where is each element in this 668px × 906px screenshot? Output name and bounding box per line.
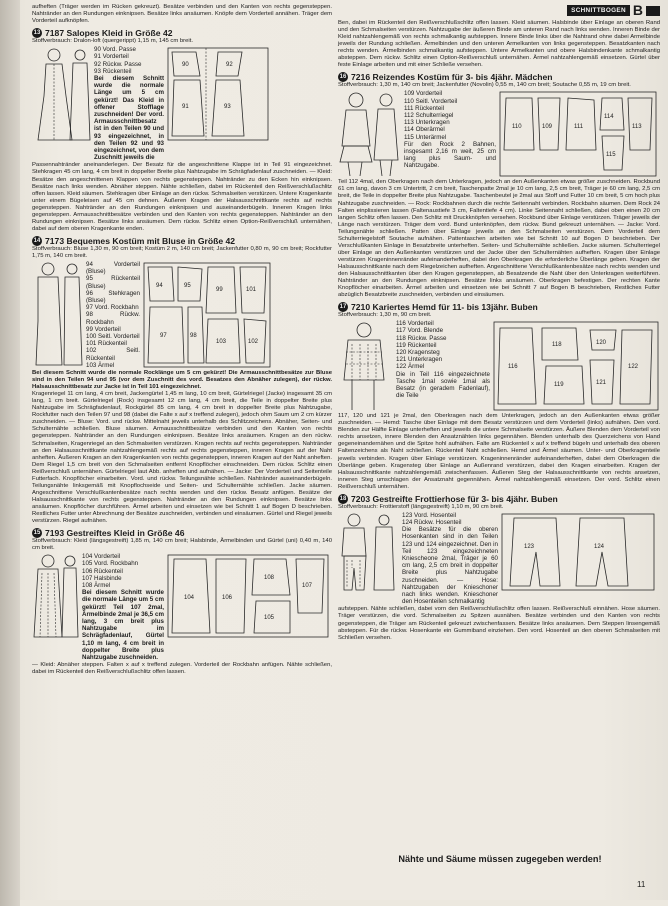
girl-suit-illustration <box>338 90 402 178</box>
section-body: Teil 112 4mal, den Oberkragen nach dem Unterkragen, jedoch an den Außenkanten etwas größer zuschneiden. Rockbund 61 cm lang, davon 3 cm Untertritt, 2 cm breit, Taschenpatte 2mal je 10 cm lang, 2,5 cm breit, Träger je 60 cm lang, 2,5 cm breit, die Teile in doppelter Breite plus Nahtzugabe. Taschenbeutel je 2mal aus Stoff und Futter 10 cm breit, 5 cm hoch plus Nahtzugabe zuschneiden. — Rock: Rockbahnen durch die rechte Seitennaht verbinden. Rockbahn säumen. Dem Rock 24 Falten einplissieren lassen (Faltenaustiefe 3 cm, Faltentiefe 4 cm). Linke Seitennaht schließen, dabei oben einen 20 cm langen Schlitz offen lassen. Den Schlitz mit Druckknöpfen versehen. Rockbund über Einlage verstürzen. Träger jeweils der Länge nach verstürzen. Träger dem vord. Bund unterknöpfen, dem rückw. Bund gekreuzt unternähen. — Jacke: Vord. Teilungsnähte schließen. Patten über Einlage jeweils an den Schmalseiten verstürzen. Dem Vorderteil dem Schulterriegelstoff Soutache aufnähen. Pattentaschen arbeiten wie bei Schnitt 10 auf Bogen D beschrieben. Der Verschlußkanten Einlage in Besatzbreite unterheften. Seiten- und Schulternähte schließen. Jacke säumen. Schulterriegel über Einlage an den Außenkanten verstürzen und der Jacke über den Schulternähten aufheften. Kragen über Einlage verstürzen Krageninnenränder aufeinanderheften, dabei den Oberkragen die erforderliche Überlänge geben. Kragen der Halsausschnittkante nach dem Riegelzeichen aufheften. Angeschnittene Verschlußkantenbesätze nach rechts wenden und den Halsausschnittkanten über den Kragen gegensteppen, ab Besatzende die Naht über den Unterkragen weiterführen. Nahtränder an den Rundungen einknipsen. Besätze links ansäumen. Oberkragen befestigen. Der rechten Kante Knopflöcher einarbeiten. Ärmel arbeiten und einsetzen wie bei Schnitt 7 auf Bogen B beschrieben, Restliches Futter abzüglich Besatzbreite zuschneiden, verbinden und einsäumen. <box>338 179 660 299</box>
schnittbogen-header <box>528 4 660 17</box>
right-column <box>338 20 660 642</box>
svg-text:118: 118 <box>552 342 562 349</box>
section-title: 7210 Kariertes Hemd für 11- bis 13jähr. Buben <box>351 302 538 313</box>
svg-text:110: 110 <box>512 124 522 131</box>
fabric-usage: Stoffverbrauch: 1,30 m, 90 cm breit. <box>338 312 432 319</box>
figure-block <box>338 320 660 412</box>
svg-text:123: 123 <box>524 543 535 550</box>
figure-block <box>338 512 660 606</box>
pattern-note: Bei diesem Schnitt wurde die normale Rocklänge um 5 cm gekürzt! Die Armausschnittbesätze zur Bluse sind in den Teilen 94 und 95 (vor dem Zuschnitt des vord. Besatzes den Abnäher zulegen), der rückw. Halsausschnittbesatz zur Jacke ist in Teil 101 eingezeichnet. <box>32 370 332 391</box>
fabric-usage: Stoffverbrauch: Kleid (längsgestreift) 1,85 m, 140 cm breit; Halsbinde, Ärmelbinden und Gürtel (uni) 0,40 m, 140 cm breit. <box>32 538 332 552</box>
svg-text:102: 102 <box>248 339 259 345</box>
part-item: 107 Halsbinde <box>82 574 122 582</box>
svg-text:99: 99 <box>216 287 223 293</box>
svg-text:98: 98 <box>190 333 197 339</box>
suit-model-illustration <box>32 261 84 369</box>
pattern-layout-diagram <box>492 320 660 412</box>
shirt-model-illustration <box>338 320 394 412</box>
part-item: 92 Rückw. Passe <box>94 60 142 68</box>
svg-text:113: 113 <box>632 124 642 131</box>
dress-model-illustration <box>32 46 92 142</box>
terry-pants-illustration <box>338 512 400 592</box>
svg-text:111: 111 <box>574 124 584 131</box>
part-item: 122 Ärmel <box>396 363 425 371</box>
part-item: 116 Vorderteil <box>396 320 434 328</box>
section-title: 7203 Gestreifte Frottierhose für 3- bis 4jähr. Buben <box>351 493 558 504</box>
intro-text: Ben, dabei im Rückenteil den Reißverschlußschlitz offen lassen. Kleid säumen. Halsbinde über Einlage an oberen Rand und den Schmalseiten verstürzen. Nahtzugabe der äußeren Binde am unteren Rand nach links wenden. Inneren Binde der Kleid nahtzahlengemäß von rechts schmalkantig aufsteppen. Innere Binde links über die Nahtrand ohne dabei Armelbinde jeweils der Rundung schließen. Ärmelbinden und den unteren Armelkanten von links gegensteppen. Besatzkanten nach rechts wenden. Ärmelbinden schmalkantig aufsteppen. Untere Armelkanten und obere Halsbindenkante schmalkantig absteppen. Dem rückw. Schlitz einen Option-Reißverschluß unternähen. Ärmel nahtzahlengemäß einsetzen. Gürtel über feste Einlage arbeiten und mit einer Schließe versehen. <box>338 20 660 69</box>
part-item: 93 Rückenteil <box>94 67 132 75</box>
part-item: 110 Seitl. Vorderteil <box>404 97 458 105</box>
figure-block <box>32 553 332 661</box>
svg-text:95: 95 <box>184 283 191 289</box>
part-item: 111 Rückenteil <box>404 104 445 112</box>
svg-text:91: 91 <box>182 104 189 111</box>
intro-text: aufheften (Träger werden im Rücken gekreuzt). Besätze verbinden und den Kanten von rechts gegensteppen. Nahtränder an den Rundungen einknipsen. Besätze links ansäumen. Knöpfe dem Vorderteil annähen. Träger dem Vorderteil aufknöpfen. <box>32 4 332 25</box>
part-item: 98 Rückw. Rockbahn <box>86 311 140 326</box>
svg-text:121: 121 <box>596 380 607 387</box>
section-title: 7173 Bequemes Kostüm mit Bluse in Größe 42 <box>45 235 236 246</box>
svg-text:119: 119 <box>554 382 564 389</box>
parts-list <box>86 261 140 369</box>
section-number: 16 <box>339 74 347 81</box>
part-item: 124 Rückw. Hosenteil <box>402 518 462 526</box>
svg-text:92: 92 <box>226 62 233 69</box>
part-item: 94 Vorderteil (Bluse) <box>86 261 140 276</box>
svg-text:122: 122 <box>628 364 639 371</box>
svg-text:94: 94 <box>156 283 163 289</box>
figure-block <box>32 261 332 369</box>
sheet-letter: B <box>632 2 643 18</box>
fabric-usage: Stoffverbrauch: Dralon-loft (quergerippt) 1,15 m, 145 cm breit. <box>32 38 193 45</box>
fabric-usage: Stoffverbrauch: 1,30 m, 140 cm breit; Jackenfutter (Novolin) 0,55 m, 140 cm breit; Soutache 0,55 m, 19 cm breit. <box>338 82 631 89</box>
figure-block <box>32 46 332 161</box>
part-item: 103 Ärmel <box>86 361 115 369</box>
part-item: 106 Rückenteil <box>82 567 123 575</box>
parts-list <box>396 320 490 412</box>
striped-dress-illustration <box>32 553 80 639</box>
schnittbogen-label: SCHNITTBOGEN <box>567 5 630 16</box>
section-body: — Kleid: Abnäher steppen. Falten x auf x treffend zulegen. Vorderteil der Rockbahn anfügen. Nähte schließen, dabei im Rückenteil den Reißverschlußschlitz offen lassen. <box>32 662 332 676</box>
parts-list <box>82 553 164 661</box>
pattern-note: Bei diesem Schnitt wurde die normale Länge um 5 cm gekürzt! Das Kleid in offener Stofflage zuschneiden! Der vord. Armausschnittbesatz ist in den Teilen 90 und 93 eingezeichnet, in den Teilen 92 und 93 eingezeichnet, von dem Zuschnitt jeweils die <box>94 75 164 162</box>
svg-text:115: 115 <box>606 152 616 159</box>
section-body: 117, 120 und 121 je 2mal, den Oberkragen nach dem Unterkragen, jedoch an den Außenkanten etwas größer zuschneiden. — Hemd: Tasche über Einlage mit dem Besatz verstürzen und dem Vorderteil (links) aufnähen. Den vord. Blenden zur Hälfte Einlage unterheften und jeweils die untere Schmalseite verstürzen. Äußere Blenden dem Vorderteil von rechts ansetzen, innere Blenden den Ansatznähten links gegennähen. Blenden unterhalb des Querzeichens von Hand gegeneinandernähen und die Spitze hohl aufnähen. Falte am Rückenteil x auf x treffend bügeln und unterhalb des oberen Faltenzeichens als Naht schließen. Rückenteil Naht schließen. Hemd und Ärmel säumen. Unter- und Oberkragenteile jeweils verbinden. Kragen über Einlage verstürzen. Krageninnenränder aufeinanderheften, dabei dem Oberkragen die Überlänge geben. Kragensteg über Einlage an Außenrand verstürzen, dabei den Kragen einarbeiten. Kragen der Halsausschnittkante nahtzahlengemäß zwischenfassen. Äußeren Steg der Halsausschnittkante von rechts ansetzen, inneren Steg umschlagen der Ansatznaht gegennähen. Ärmel nahtzahlengemäß einsetzen. Der vord. Schlitz einen Reißverschluß unternähen. <box>338 413 660 490</box>
pattern-note: Für den Rock 2 Bahnen, insgesamt 2,16 m weit, 25 cm lang plus Saum- und Nahtzugabe. <box>404 140 496 170</box>
section-heading <box>338 72 660 82</box>
svg-text:103: 103 <box>216 339 227 345</box>
svg-text:105: 105 <box>264 615 275 622</box>
svg-text:120: 120 <box>596 340 607 347</box>
part-item: 118 Rückw. Passe <box>396 334 447 342</box>
section-heading <box>338 302 660 312</box>
section-heading <box>32 28 332 38</box>
fabric-usage: Stoffverbrauch: Frottierstoff (längsgestreift) 1,10 m, 90 cm breit. <box>338 503 504 510</box>
part-item: 91 Vorderteil <box>94 53 129 61</box>
part-item: 108 Ärmel <box>82 581 111 589</box>
pattern-note: Bei diesem Schnitt wurde die normale Länge um 5 cm gekürzt! Teil 107 2mal, Ärmelbinde 2mal je 36,5 cm lang, 3 cm breit plus Nahtzugabe im Schrägfadenlauf, Gürtel 1,10 m lang, 4 cm breit in doppelter Breite plus Nahtzugabe zuschneiden. <box>82 589 164 662</box>
binding-margin <box>0 0 20 906</box>
section-heading <box>32 236 332 246</box>
part-item: 96 Stehkragen (Bluse) <box>86 289 140 305</box>
parts-list <box>404 90 496 178</box>
header-bar <box>646 6 660 16</box>
pattern-layout-diagram <box>142 261 272 369</box>
section-number: 14 <box>33 237 41 244</box>
part-item: 90 Vord. Passe <box>94 46 136 54</box>
part-item: 119 Rückenteil <box>396 341 437 349</box>
section-body: aufsteppen. Nähte schließen, dabei vorn den Reißverschlußschlitz offen lassen. Reißverschluß einnähen. Hose säumen. Träger verstürzen, die vord. Schmalseiten zu Spitzen ausnähen. Besätze verbinden und den Kanten von rechts gegensteppen, die Träger am Rückenteil gekreuzt zwischenfassen. Besätze links ansäumen. Dem Steppen linsengemäß absteppen. Für die rückw. Hosenkante ein Gummiband einziehen. Den vord. Hosenteil an den oberen Schmalseiten mit Schließen versehen. <box>338 606 660 641</box>
pattern-note: Die Besätze für die oberen Hosenkanten sind in den Teilen 123 und 124 eingezeichnet. Den in Teil 123 eingezeichneten Kniescheone 2mal, Träger je 60 cm lang, 2,5 cm breit in doppelter Breite plus Nahtzugabe zuschneiden. — Hose: Nahtzugaben der Knieschoner nach links wenden. Knieschoner den Hosenteilen schmalkantig <box>402 526 498 606</box>
parts-list <box>402 512 498 606</box>
section-title: 7216 Reizendes Kostüm für 3- bis 4jähr. Mädchen <box>351 72 553 83</box>
pattern-layout-diagram <box>498 90 658 178</box>
pattern-layout-diagram <box>166 553 330 639</box>
parts-list <box>94 46 164 161</box>
pattern-layout-diagram <box>166 46 270 142</box>
section-title: 7193 Gestreiftes Kleid in Größe 46 <box>45 528 185 539</box>
footer-slogan: Nähte und Säume müssen zugegeben werden! <box>398 854 602 864</box>
svg-text:101: 101 <box>246 287 257 293</box>
svg-text:90: 90 <box>182 62 189 69</box>
section-number: 13 <box>33 30 41 37</box>
section-body: Passennahtränder aneinanderlegen. Der Besatz für die angeschnittene Klappe ist in Teil 91 eingezeichnet. Stehkragen 45 cm lang, 4 cm breit in doppelter Breite plus Nahtzugabe im Schrägfadenlauf zuschneiden. — Kleid: Besätze den angeschnittenen Klappen von rechts gegensteppen. Nahtränder zu den Ecken hin einknipsen. Besätze nach links wenden. Abnäher steppen. Nähte schließen, dabei im Rückenteil den Reißverschlußschlitz offen lassen. Kleid säumen. Stehkragen über Einlage an den rückw. Schmalseiten verstürzen. Untere Kragenkante unter einem Bügeleisen auf 45 cm dehnen. Äußeren Kragen der Halsausschnittkante rechts auf rechts gegensteppen. Nahtränder an den Rundungen einknipsen und auseinanderbügeln. Inneren Kragen links gegensteppen. Armausschnittbesätze verbinden und den Kanten von rechts gegensteppen. Nahtränder an den Rundungen einknipsen. Besätze links ansäumen. Dem rückw. Schlitz einen Option-Reißverschluß unternähen, dabei auf dem oberen Kragenkante enden. <box>32 162 332 232</box>
part-item: 117 Vord. Blende <box>396 327 444 335</box>
part-item: 100 Seitl. Vorderteil <box>86 333 140 341</box>
part-item: 105 Vord. Rockbahn <box>82 560 139 568</box>
fabric-usage: Stoffverbrauch: Bluse 1,30 m, 90 cm breit; Kostüm 2 m, 140 cm breit; Jackenfutter 0,80 m, 90 cm breit; Rockfutter 1,75 m, 140 cm breit. <box>32 245 332 259</box>
part-item: 97 Vord. Rockbahn <box>86 304 139 312</box>
section-heading <box>32 528 332 538</box>
section-number: 15 <box>33 530 41 537</box>
part-item: 101 Rückenteil <box>86 340 127 348</box>
pattern-layout-diagram <box>500 512 656 592</box>
part-item: 99 Vorderteil <box>86 325 121 333</box>
section-number: 17 <box>339 304 347 311</box>
svg-text:109: 109 <box>542 124 553 131</box>
section-heading <box>338 494 660 504</box>
svg-text:106: 106 <box>222 595 233 602</box>
svg-text:108: 108 <box>264 575 275 582</box>
part-item: 102 Seitl. Rückenteil <box>86 347 140 362</box>
left-column <box>32 4 332 676</box>
part-item: 104 Vorderteil <box>82 553 121 561</box>
page-number: 11 <box>637 880 646 889</box>
svg-text:114: 114 <box>604 114 614 121</box>
part-item: 109 Vorderteil <box>404 90 443 98</box>
section-title: 7187 Salopes Kleid in Größe 42 <box>45 28 173 39</box>
svg-text:104: 104 <box>184 595 195 602</box>
svg-text:107: 107 <box>302 583 313 590</box>
part-item: 121 Unterkragen <box>396 356 443 364</box>
svg-text:97: 97 <box>160 333 167 339</box>
part-item: 123 Vord. Hosenteil <box>402 511 457 519</box>
part-item: 113 Unterkragen <box>404 119 450 127</box>
part-item: 115 Unterärmel <box>404 133 447 141</box>
part-item: 112 Schulterriegel <box>404 111 454 119</box>
section-body: Kragenriegel 11 cm lang, 4 cm breit, Jackengürtel 1,45 m lang, 10 cm breit, Gürtelriegel (Jacke) insgesamt 35 cm lang, 1 cm breit. Gürtelriegel (Rock) insgesamt 12 cm lang, 4 cm breit, die Teile in doppelter Breite plus Nahtzugabe im Schrägfadenlauf, Rockgürtel 85 cm lang, 4 cm breit in doppelter Breite plus Nahtzugabe, Rockfutter nach den Teilen 97 und 98 (dabei die Falte x auf x treffend zulegen), jedoch ohm Saum um 2 cm kürzer zuschneiden. — Bluse: Vord. und rückw. Mittelnaht jeweils unterhalb des Schlitzzeichens. Abnäher, Seiten- und Schulternähte schließen. Bluse säumen. Armausschnittbesätze verbinden und den Kanten von rechts gegensteppen. Nahtränder an den Rundungen einknipsen. Besätze links ansäumen. Kragen an den rückw. Schmalseiten, Kragenriegel an den Schmalseiten verstürzen. Kragen rechts auf rechts gegensteppen. Nahtränder an den Halsausschnittkante nahtzahlengemäß rechts auf rechts gegensteppen, inneren Kragen auf der Naht anheften. Äußeren Kragen an den Kragenkanten von rechts gegensteppen, inneren Kragen auf der Naht anheften. Dem Riegel 1,5 cm breit von den Schmalseiten entfernt Knopflöcher einschneiden. Dem rückw. Schlitz einen Reißverschluß unternähen. Gürtelriegel laut Abb. anheften und aufnähen. — Jacke: Der Vorderteil und Seitenteile Futterfach. Knopflöcher einarbeiten. Vord. und rückw. Teilungsnähte schließen. Nahtränder auseinanderbügeln. Teilungsnähte linksgemäß mit Knopflochseide und Seiten- und Schulternähte schließen. Jacke säumen. Angeschnittene Verschlußkantenbesätze nach rechts wenden und den rückw. Besatz anfügen. Besätze der Halsausschnittkante von rechts gegensteppen. Nahtränder an den Rundungen einknipsen. Besätze links ansäumen. Knopflöcher durchführen. Ärmel arbeiten und einsetzen wie bei Schnitt 1 auf Bogen D beschrieben. Restliches Futter unter Abrechnung der Besätze zuschneiden, verbinden und einsäumen. Gürtel und Riegel jeweils verstürzen. Riegel aufnähen. <box>32 391 332 525</box>
svg-text:124: 124 <box>594 543 605 550</box>
figure-block <box>338 90 660 178</box>
section-number: 18 <box>339 495 347 502</box>
part-item: 114 Oberärmel <box>404 126 445 134</box>
svg-text:116: 116 <box>508 364 518 371</box>
pattern-note: Die in Teil 116 eingezeichnete Tasche 1mal sowie 1mal als Besatz (in geradem Fadenlauf), die Teile <box>396 370 490 400</box>
part-item: 120 Kragensteg <box>396 349 440 357</box>
part-item: 95 Rückenteil (Bluse) <box>86 275 140 290</box>
svg-text:93: 93 <box>224 104 231 111</box>
